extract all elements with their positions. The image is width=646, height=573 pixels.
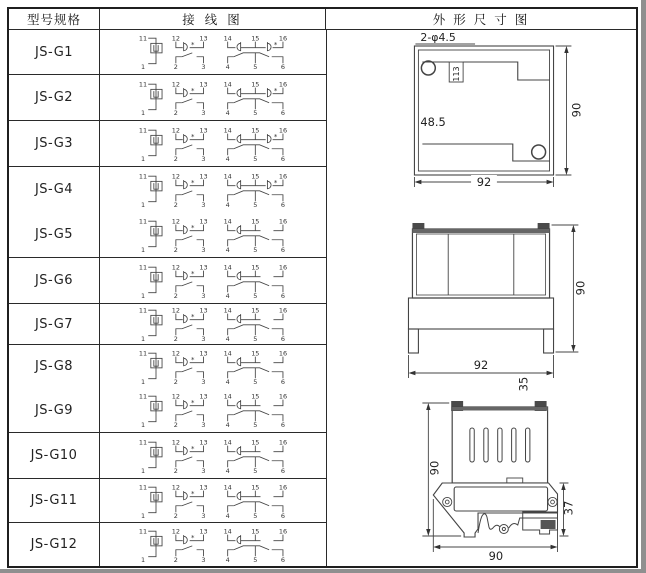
side-view-drawing [422,401,575,563]
hole-count-label: 2-φ4.5 [420,30,456,45]
outline-drawings [327,30,636,566]
svg-text:13: 13 [199,34,208,43]
svg-text:14: 14 [223,482,232,491]
svg-text:3: 3 [201,154,206,163]
model-label: JS-G10 [30,448,78,463]
svg-text:5: 5 [253,334,258,343]
svg-text:16: 16 [278,437,288,446]
table-row [9,30,326,75]
svg-text:*: * [190,489,195,498]
svg-text:4: 4 [225,108,230,117]
panel-cutout-drawing [414,31,583,189]
outline-dimension-cell [326,30,636,566]
wiring-diagram [100,167,326,212]
svg-text:16: 16 [278,34,288,43]
cutout-notch-dim: 113 [452,66,462,82]
svg-text:4: 4 [225,511,230,520]
model-cell [9,258,100,303]
svg-text:3: 3 [201,291,206,300]
svg-text:4: 4 [225,334,230,343]
svg-text:5: 5 [253,245,258,254]
model-label: JS-G11 [30,493,78,508]
svg-text:1: 1 [140,421,146,430]
svg-text:14: 14 [223,171,232,180]
scan-edge [0,569,646,573]
header-outline-column: 外 形 尺 寸 图 [326,9,636,30]
svg-text:6: 6 [280,62,286,71]
model-label: JS-G9 [34,402,74,418]
svg-text:2: 2 [173,200,178,209]
svg-text:1: 1 [140,62,146,71]
svg-text:*: * [190,269,195,278]
svg-text:3: 3 [201,108,206,117]
wiring-diagram-svg [120,305,306,343]
svg-text:11: 11 [138,79,148,88]
svg-text:11: 11 [138,34,148,43]
svg-text:13: 13 [199,306,208,315]
svg-text:6: 6 [280,334,286,343]
svg-text:3: 3 [201,421,206,430]
svg-text:2: 2 [173,511,178,520]
svg-text:2: 2 [173,108,178,117]
wiring-diagram [100,30,326,74]
table-row [9,258,326,304]
svg-text:12: 12 [171,392,180,401]
svg-text:11: 11 [138,349,148,358]
side-height-dim: 90 [427,460,442,476]
svg-text:6: 6 [280,154,286,163]
svg-text:11: 11 [138,216,148,225]
svg-text:3: 3 [201,466,206,475]
wiring-diagram [100,212,326,257]
svg-text:1: 1 [140,466,146,475]
svg-text:*: * [190,355,195,364]
svg-text:14: 14 [223,125,232,134]
svg-text:2: 2 [173,245,178,254]
front-depth-dim: 35 [516,376,531,392]
svg-text:1: 1 [140,108,146,117]
wiring-diagram-svg [120,437,306,475]
model-label: JS-G3 [34,136,74,151]
svg-text:14: 14 [223,34,232,43]
svg-text:14: 14 [223,262,232,271]
wiring-diagram [100,121,326,166]
table-row [9,75,326,121]
wiring-cell [100,345,326,432]
svg-text:2: 2 [173,154,178,163]
svg-text:15: 15 [251,216,260,225]
svg-text:5: 5 [253,108,258,117]
svg-text:4: 4 [225,555,230,564]
svg-text:11: 11 [138,437,148,446]
header-model-column: 型号规格 [9,9,100,30]
svg-text:*: * [190,399,195,408]
svg-text:1: 1 [140,334,146,343]
table-row [9,479,326,523]
svg-text:15: 15 [251,79,260,88]
svg-text:11: 11 [138,392,148,401]
table-row [9,304,326,345]
rail-spring-clip [478,512,557,534]
svg-text:14: 14 [223,79,232,88]
svg-text:*: * [273,40,278,49]
svg-text:2: 2 [173,334,178,343]
svg-text:16: 16 [278,349,288,358]
wiring-diagram [100,523,326,566]
wiring-diagram [100,258,326,303]
svg-text:4: 4 [225,421,230,430]
svg-text:6: 6 [280,421,286,430]
svg-text:16: 16 [278,216,288,225]
svg-text:6: 6 [280,377,286,386]
svg-text:*: * [273,132,278,141]
wiring-cell [100,167,326,257]
svg-text:15: 15 [251,171,260,180]
svg-text:11: 11 [138,125,148,134]
svg-text:14: 14 [223,216,232,225]
svg-text:5: 5 [253,200,258,209]
svg-text:12: 12 [171,34,180,43]
svg-text:15: 15 [251,526,260,535]
svg-text:13: 13 [199,437,208,446]
svg-text:3: 3 [201,62,206,71]
table-row [9,345,326,433]
wiring-diagram [100,75,326,120]
model-label: JS-G7 [34,316,74,332]
svg-text:12: 12 [171,349,180,358]
wiring-diagram [100,433,326,478]
svg-text:15: 15 [251,482,260,491]
svg-text:6: 6 [280,291,286,300]
svg-text:15: 15 [251,262,260,271]
model-cell [9,345,100,432]
model-cell [9,30,100,74]
front-width-dim: 92 [473,357,489,373]
svg-text:13: 13 [199,262,208,271]
table-row [9,433,326,479]
svg-text:14: 14 [223,306,232,315]
svg-text:*: * [190,444,195,453]
svg-text:14: 14 [223,526,232,535]
svg-text:15: 15 [251,392,260,401]
vent-slots [470,428,530,462]
model-rows [9,30,326,566]
svg-text:1: 1 [140,154,146,163]
svg-text:6: 6 [280,555,286,564]
svg-text:5: 5 [253,62,258,71]
svg-text:*: * [190,312,195,321]
svg-text:16: 16 [278,262,288,271]
svg-text:15: 15 [251,437,260,446]
wiring-cell [100,258,326,303]
svg-text:2: 2 [173,62,178,71]
svg-text:*: * [190,86,195,95]
svg-text:5: 5 [253,421,258,430]
svg-text:4: 4 [225,154,230,163]
scan-edge [641,0,646,573]
svg-text:16: 16 [278,306,288,315]
wiring-diagram-svg [120,526,306,564]
svg-text:15: 15 [251,34,260,43]
table-row [9,121,326,167]
table-row [9,167,326,258]
svg-text:4: 4 [225,377,230,386]
svg-text:6: 6 [280,108,286,117]
wiring-diagram-svg [120,125,306,163]
svg-text:3: 3 [201,200,206,209]
svg-text:15: 15 [251,306,260,315]
svg-text:2: 2 [173,421,178,430]
svg-text:12: 12 [171,171,180,180]
svg-text:3: 3 [201,511,206,520]
side-width-dim: 90 [488,548,504,564]
svg-text:*: * [190,178,195,187]
svg-text:1: 1 [140,555,146,564]
svg-text:16: 16 [278,79,288,88]
model-cell [9,433,100,478]
header-wiring-column: 接 线 图 [100,9,326,30]
svg-text:2: 2 [173,377,178,386]
wiring-cell [100,479,326,522]
table-row [9,523,326,566]
model-cell [9,304,100,344]
svg-text:1: 1 [140,377,146,386]
svg-text:11: 11 [138,306,148,315]
svg-text:6: 6 [280,466,286,475]
wiring-cell [100,304,326,344]
cutout-inner-dim: 48.5 [420,114,446,130]
svg-text:12: 12 [171,437,180,446]
svg-text:14: 14 [223,437,232,446]
wiring-diagram-svg [120,348,306,386]
svg-text:6: 6 [280,245,286,254]
svg-text:13: 13 [199,171,208,180]
model-label: JS-G1 [34,44,74,60]
svg-text:4: 4 [225,62,230,71]
wiring-diagram-svg [120,216,306,254]
svg-text:11: 11 [138,526,148,535]
cutout-height-dim: 90 [569,102,584,118]
wiring-diagram [100,479,326,522]
svg-text:5: 5 [253,555,258,564]
svg-text:14: 14 [223,392,232,401]
wiring-diagram [100,304,326,344]
svg-text:*: * [190,533,195,542]
svg-text:16: 16 [278,392,288,401]
svg-text:3: 3 [201,245,206,254]
svg-text:5: 5 [253,291,258,300]
wiring-diagram [100,345,326,389]
svg-text:6: 6 [280,511,286,520]
wiring-cell [100,75,326,120]
svg-text:4: 4 [225,245,230,254]
model-cell [9,479,100,522]
model-cell [9,121,100,166]
wiring-cell [100,433,326,478]
table-body [9,30,636,566]
svg-text:4: 4 [225,200,230,209]
model-label: JS-G2 [34,90,74,105]
wiring-diagram-svg [120,391,306,429]
svg-text:13: 13 [199,482,208,491]
svg-text:2: 2 [173,555,178,564]
svg-text:1: 1 [140,245,146,254]
wiring-cell [100,121,326,166]
wiring-cell [100,30,326,74]
model-cell [9,167,100,257]
svg-text:6: 6 [280,200,286,209]
svg-text:*: * [273,178,278,187]
svg-text:12: 12 [171,262,180,271]
wiring-diagram [100,389,326,433]
wiring-diagram-svg [120,33,306,71]
svg-text:1: 1 [140,511,146,520]
model-label: JS-G8 [34,359,74,375]
svg-text:11: 11 [138,262,148,271]
wiring-cell [100,523,326,566]
svg-text:2: 2 [173,291,178,300]
cutout-width-dim: 92 [476,174,492,190]
wiring-diagram-svg [120,482,306,520]
svg-text:13: 13 [199,349,208,358]
svg-text:12: 12 [171,306,180,315]
svg-text:4: 4 [225,291,230,300]
model-cell [9,523,100,566]
svg-text:16: 16 [278,526,288,535]
svg-text:*: * [190,40,195,49]
svg-text:13: 13 [199,392,208,401]
svg-text:3: 3 [201,334,206,343]
svg-text:11: 11 [138,482,148,491]
svg-text:1: 1 [140,200,146,209]
wiring-diagram-svg [120,262,306,300]
front-height-dim: 90 [573,280,588,296]
wiring-diagram-svg [120,79,306,117]
svg-text:*: * [273,86,278,95]
svg-text:13: 13 [199,79,208,88]
svg-text:11: 11 [138,171,148,180]
model-label: JS-G4 [34,182,74,197]
model-label: JS-G6 [34,273,74,288]
svg-text:15: 15 [251,125,260,134]
svg-text:14: 14 [223,349,232,358]
svg-text:4: 4 [225,466,230,475]
svg-text:5: 5 [253,466,258,475]
front-view-drawing [408,223,587,391]
model-cell [9,75,100,120]
svg-text:13: 13 [199,125,208,134]
svg-text:3: 3 [201,377,206,386]
svg-text:5: 5 [253,154,258,163]
wiring-diagram-svg [120,171,306,209]
svg-text:15: 15 [251,349,260,358]
svg-text:*: * [190,132,195,141]
model-label: JS-G12 [30,537,78,552]
svg-text:12: 12 [171,216,180,225]
svg-text:3: 3 [201,555,206,564]
svg-text:2: 2 [173,466,178,475]
svg-text:12: 12 [171,79,180,88]
svg-text:12: 12 [171,125,180,134]
svg-text:12: 12 [171,526,180,535]
svg-text:1: 1 [140,291,146,300]
spec-table [7,7,638,568]
svg-text:16: 16 [278,171,288,180]
svg-text:*: * [190,223,195,232]
svg-text:16: 16 [278,482,288,491]
svg-text:13: 13 [199,526,208,535]
svg-text:5: 5 [253,511,258,520]
table-header-row [9,9,636,30]
svg-text:16: 16 [278,125,288,134]
model-label: JS-G5 [34,227,74,242]
svg-text:12: 12 [171,482,180,491]
side-rail-height-dim: 37 [561,500,576,516]
svg-text:13: 13 [199,216,208,225]
svg-text:5: 5 [253,377,258,386]
